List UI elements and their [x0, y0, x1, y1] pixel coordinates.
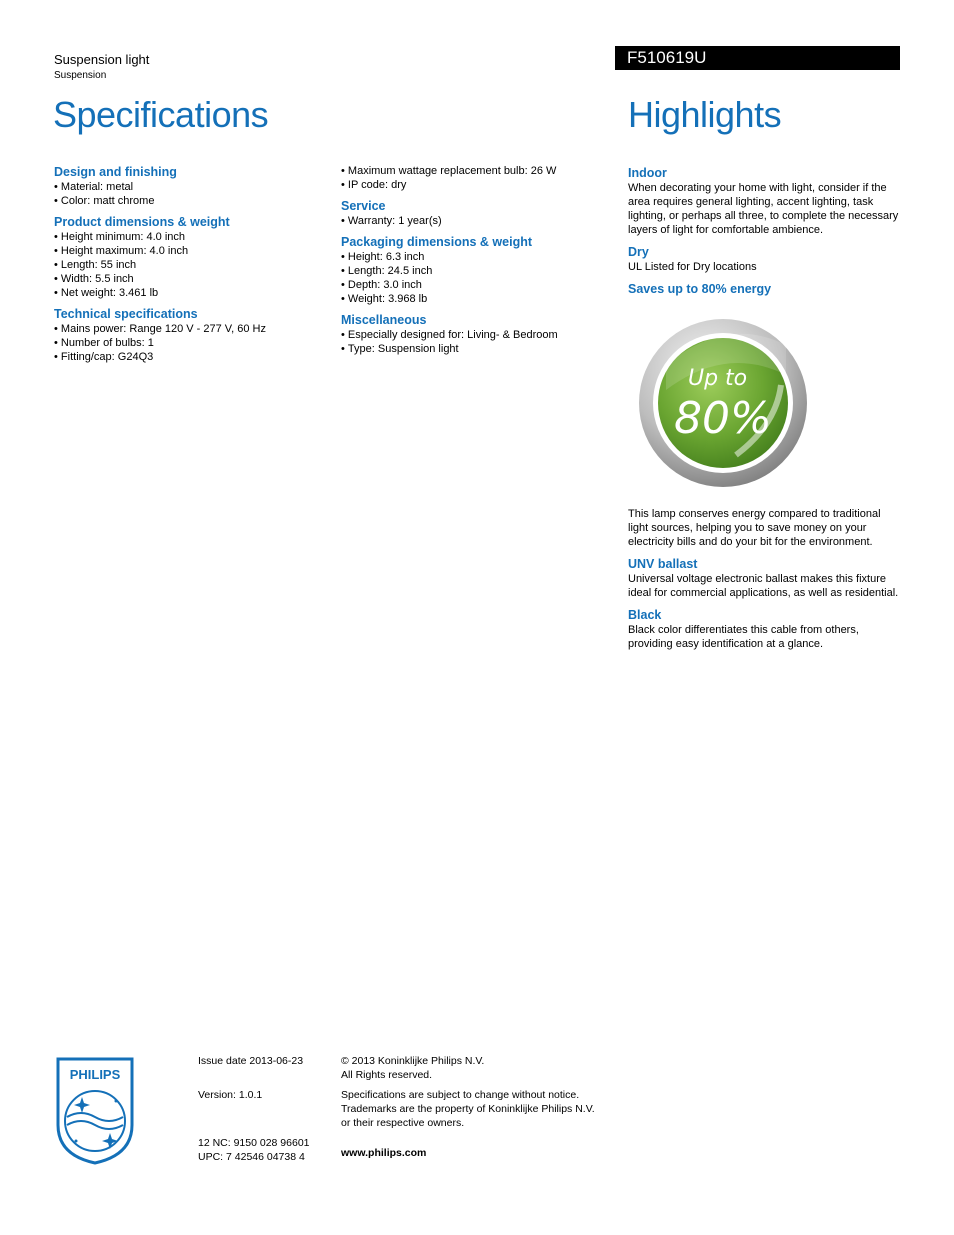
philips-shield-icon: [54, 1055, 136, 1167]
highlights-column: [628, 165, 900, 658]
specifications-title: Specifications: [53, 94, 269, 135]
section-heading: Design and finishing: [54, 165, 177, 179]
issue-date: Issue date 2013-06-23: [198, 1055, 304, 1067]
website-link[interactable]: www.philips.com: [341, 1147, 427, 1159]
highlight-heading: Black: [628, 608, 662, 622]
spec-item: • Color: matt chrome: [54, 194, 324, 208]
highlights-title: Highlights: [628, 94, 782, 135]
spec-list: [341, 214, 601, 228]
notice-line: or their respective owners.: [341, 1117, 465, 1129]
highlight-heading: Dry: [628, 245, 649, 259]
highlight-indoor: [628, 165, 900, 237]
spec-item: • Number of bulbs: 1: [54, 336, 324, 350]
energy-badge-icon: [626, 305, 816, 495]
product-subtype: Suspension: [54, 70, 107, 81]
dimensions-section: [54, 214, 324, 300]
badge-top-text: Up to: [688, 366, 748, 391]
highlight-heading: Indoor: [628, 166, 667, 180]
highlight-text: UL Listed for Dry locations: [628, 261, 757, 273]
copyright: © 2013 Koninklijke Philips N.V.: [341, 1055, 485, 1067]
highlight-heading: Saves up to 80% energy: [628, 282, 772, 296]
section-heading: Technical specifications: [54, 307, 198, 321]
footer-legal: [341, 1054, 611, 1160]
section-heading: Product dimensions & weight: [54, 215, 230, 229]
highlight-energy: [628, 281, 900, 549]
model-number-bar: F510619U: [615, 46, 900, 70]
product-type: Suspension light: [54, 52, 150, 67]
spec-item: • Mains power: Range 120 V - 277 V, 60 Hz: [54, 322, 324, 336]
highlight-text: Universal voltage electronic ballast makes this fixture ideal for commercial applications, as well as residential.: [628, 573, 899, 599]
notice-line: Specifications are subject to change without notice.: [341, 1089, 580, 1101]
spec-item: • Length: 24.5 inch: [341, 264, 601, 278]
design-section: [54, 164, 324, 208]
spec-item: • Net weight: 3.461 lb: [54, 286, 324, 300]
spec-item: • IP code: dry: [341, 178, 601, 192]
section-heading: Service: [341, 199, 386, 213]
spec-item: • Height: 6.3 inch: [341, 250, 601, 264]
extra-section: [341, 164, 601, 192]
badge-value-text: 80%: [674, 393, 772, 444]
specs-column-2: [341, 164, 601, 362]
highlight-black: [628, 607, 900, 651]
version: Version: 1.0.1: [198, 1089, 263, 1101]
highlight-ballast: [628, 556, 900, 600]
footer-meta: [198, 1054, 328, 1164]
philips-logo: [54, 1055, 136, 1172]
nc-code: 12 NC: 9150 028 96601: [198, 1137, 310, 1149]
spec-item: • Type: Suspension light: [341, 342, 601, 356]
spec-list: [54, 230, 324, 300]
highlight-text: When decorating your home with light, consider if the area requires general lighting, accent lighting, task lighting, or perhaps all three, to complete the necessary layers of light for comfortable ambience.: [628, 182, 899, 236]
spec-list: [54, 322, 324, 364]
spec-item: • Height minimum: 4.0 inch: [54, 230, 324, 244]
spec-item: • Especially designed for: Living- & Bedroom: [341, 328, 601, 342]
notice-line: Trademarks are the property of Koninklijke Philips N.V.: [341, 1103, 595, 1115]
highlight-heading: UNV ballast: [628, 557, 698, 571]
highlight-dry: [628, 244, 900, 274]
highlight-text: Black color differentiates this cable from others, providing easy identification at a glance.: [628, 624, 859, 650]
energy-badge: [626, 305, 816, 495]
spec-list: [341, 328, 601, 356]
spec-item: • Warranty: 1 year(s): [341, 214, 601, 228]
spec-list: [54, 180, 324, 208]
section-heading: Packaging dimensions & weight: [341, 235, 533, 249]
service-section: [341, 198, 601, 228]
spec-item: • Length: 55 inch: [54, 258, 324, 272]
section-heading: Miscellaneous: [341, 313, 427, 327]
specs-column-1: [54, 164, 324, 370]
rights: All Rights reserved.: [341, 1069, 433, 1081]
logo-text: PHILIPS: [69, 1067, 121, 1082]
spec-item: • Depth: 3.0 inch: [341, 278, 601, 292]
packaging-section: [341, 234, 601, 306]
spec-item: • Height maximum: 4.0 inch: [54, 244, 324, 258]
spec-item: • Maximum wattage replacement bulb: 26 W: [341, 164, 601, 178]
highlight-text: This lamp conserves energy compared to traditional light sources, helping you to save money on your electricity bills and do your bit for the environment.: [628, 508, 881, 548]
spec-item: • Material: metal: [54, 180, 324, 194]
spec-list: [341, 250, 601, 306]
technical-section: [54, 306, 324, 364]
upc-code: UPC: 7 42546 04738 4: [198, 1151, 305, 1163]
spec-item: • Fitting/cap: G24Q3: [54, 350, 324, 364]
spec-item: • Width: 5.5 inch: [54, 272, 324, 286]
spec-item: • Weight: 3.968 lb: [341, 292, 601, 306]
spec-list: [341, 164, 601, 192]
misc-section: [341, 312, 601, 356]
